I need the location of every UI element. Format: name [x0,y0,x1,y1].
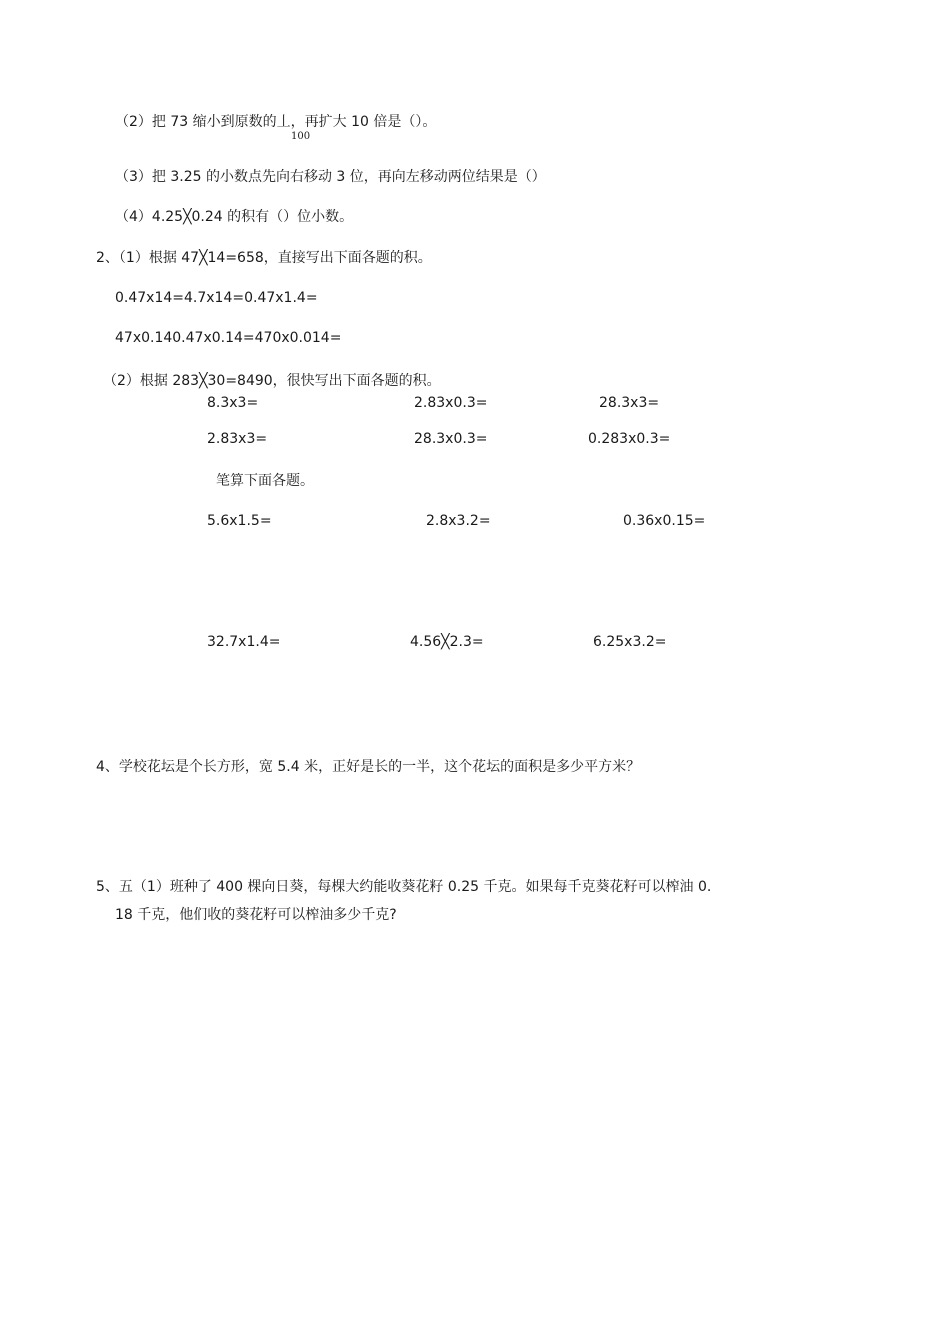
q3-problem: 6.25x3.2= [593,634,667,650]
q2-part1-row2: 47x0.140.47x0.14=470x0.014= [115,330,342,346]
q2-part2-cell: 28.3x0.3= [414,431,488,447]
q5-line1: 5、五（1）班种了 400 棵向日葵，每棵大约能收葵花籽 0.25 千克。如果每千克葵花籽可以榨油 0. [96,879,712,895]
q2-part1-heading: 2、（1）根据 47╳14=658，直接写出下面各题的积。 [96,250,432,266]
q3-problem: 0.36x0.15= [623,513,706,529]
q1-item3: （3）把 3.25 的小数点先向右移动 3 位，再向左移动两位结果是（） [115,169,546,185]
q2-part2-cell: 0.283x0.3= [588,431,671,447]
q2-part2-cell: 2.83x0.3= [414,395,488,411]
q1-item2-numerator: 丄 [276,114,291,130]
q3-problem: 2.8x3.2= [426,513,491,529]
q3-problem: 5.6x1.5= [207,513,272,529]
q5-line2: 18 千克，他们收的葵花籽可以榨油多少千克? [115,907,397,923]
q2-part2-cell: 8.3x3= [207,395,259,411]
q3-problem: 32.7x1.4= [207,634,281,650]
q1-item4: （4）4.25╳0.24 的积有（）位小数。 [115,209,354,225]
q2-part2-cell: 2.83x3= [207,431,268,447]
q1-item2-before: （2）把 73 缩小到原数的 [115,114,277,130]
q2-part1-row1: 0.47x14=4.7x14=0.47x1.4= [115,290,318,306]
q1-item2-after: ，再扩大 10 倍是（）。 [290,114,437,130]
q4-text: 4、学校花坛是个长方形，宽 5.4 米，正好是长的一半，这个花坛的面积是多少平方米？ [96,759,641,775]
q2-part2-heading: （2）根据 283╳30=8490，很快写出下面各题的积。 [103,373,441,389]
q3-problem: 4.56╳2.3= [410,634,484,650]
q3-heading: 笔算下面各题。 [216,473,314,489]
q1-item2 [115,112,436,132]
q1-item2-denominator: 100 [291,131,311,142]
q2-part2-cell: 28.3x3= [599,395,660,411]
